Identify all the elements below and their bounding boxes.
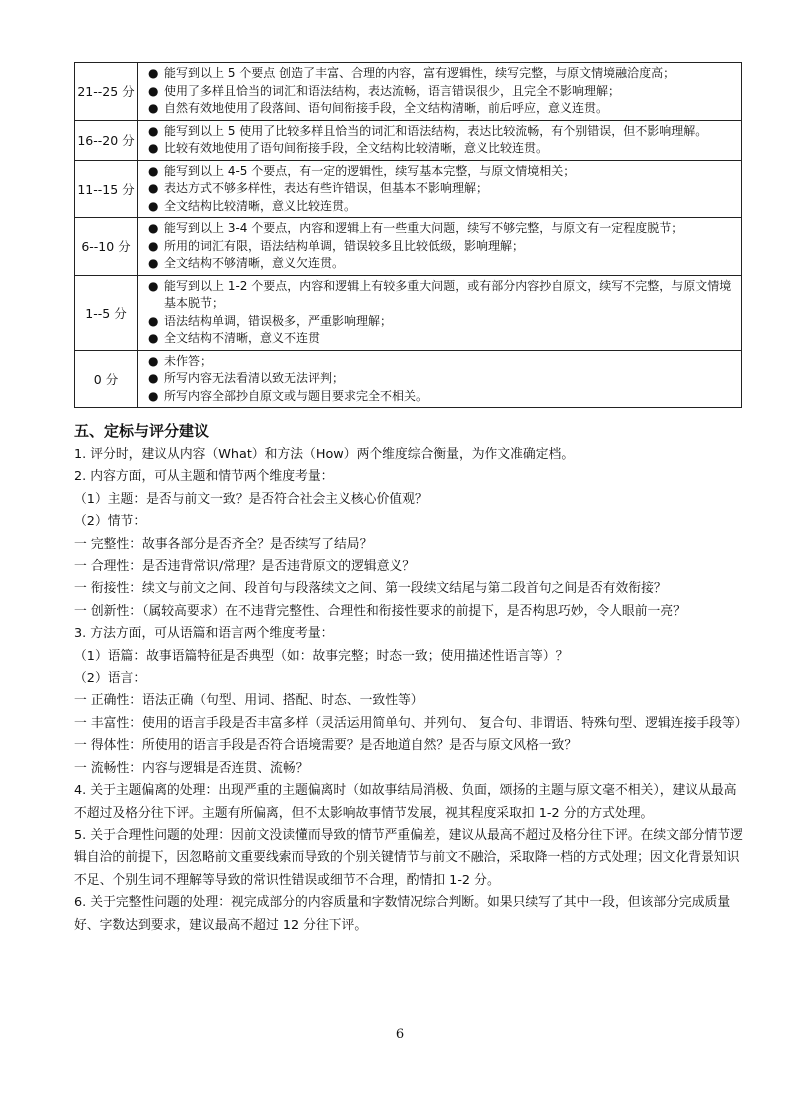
criterion-text: 能写到以上 1-2 个要点，内容和逻辑上有较多重大问题，或有部分内容抄自原文，续写不完整，与原文情境基本脱节； xyxy=(164,278,732,310)
bullet-icon: ● xyxy=(148,278,159,293)
bullet-icon: ● xyxy=(148,221,159,235)
section-line: 2. 内容方面，可从主题和情节两个维度考量： xyxy=(74,469,334,485)
section-line: 3. 方法方面，可从语篇和语言两个维度考量： xyxy=(74,626,334,642)
criterion xyxy=(146,238,736,256)
page-number: 6 xyxy=(395,1027,405,1042)
criterion-text: 所用的词汇有限，语法结构单调，错误较多且比较低级，影响理解； xyxy=(164,238,525,253)
criterion xyxy=(146,255,736,273)
criterion-text: 全文结构不清晰，意义不连贯 xyxy=(164,331,321,345)
criterion xyxy=(146,353,736,371)
criterion-text: 使用了多样且恰当的词汇和语法结构，表达流畅，语言错误很少，且完全不影响理解； xyxy=(164,83,621,98)
criterion xyxy=(146,65,736,83)
bullet-icon: ● xyxy=(148,66,159,80)
rubric-row xyxy=(75,350,742,408)
section-line: 1. 评分时，建议从内容（What）和方法（How）两个维度综合衡量，为作文准确定档。 xyxy=(74,447,575,462)
criterion-text: 比较有效地使用了语句间衔接手段，全文结构比较清晰，意义比较连贯。 xyxy=(164,141,549,155)
bullet-icon: ● xyxy=(148,181,159,195)
score-band: 1--5 分 xyxy=(75,275,138,350)
section-line: （1）语篇：故事语篇特征是否典型（如：故事完整；时态一致；使用描述性语言等）？ xyxy=(74,648,569,664)
criterion xyxy=(146,100,736,118)
bullet-icon: ● xyxy=(148,256,159,270)
band-description xyxy=(138,275,742,350)
section-line: 一 创新性：（属较高要求）在不违背完整性、合理性和衔接性要求的前提下，是否构思巧妙，令人眼前一亮？ xyxy=(74,603,686,619)
criterion-text: 能写到以上 3-4 个要点，内容和逻辑上有一些重大问题，续写不够完整，与原文有一定程度脱节； xyxy=(164,221,684,235)
bullet-icon: ● xyxy=(148,353,159,368)
bullet-icon: ● xyxy=(148,141,159,155)
bullet-icon: ● xyxy=(148,198,159,213)
criterion-text: 表达方式不够多样性，表达有些许错误，但基本不影响理解； xyxy=(164,181,489,195)
bullet-icon: ● xyxy=(148,313,159,328)
criterion-text: 能写到以上 5 使用了比较多样且恰当的词汇和语法结构，表达比较流畅，有个别错误，但不影响理解。 xyxy=(164,123,708,138)
bullet-icon: ● xyxy=(148,238,159,253)
section-line: 一 得体性：所使用的语言手段是否符合语境需要？是否地道自然？是否与原文风格一致？ xyxy=(74,738,578,754)
score-band: 0 分 xyxy=(75,350,138,408)
section-line: 一 正确性：语法正确（句型、用词、搭配、时态、一致性等） xyxy=(74,693,424,709)
criterion-text: 全文结构不够清晰，意义欠连贯。 xyxy=(164,256,345,270)
section-line: 4. 关于主题偏离的处理：出现严重的主题偏离时（如故事结局消极、负面，颂扬的主题与原文毫不相关），建议从最高不超过及格分往下评。主题有所偏离，但不太影响故事情节发展，视其程度采取扣 1-2 分的方式处理。 xyxy=(74,783,737,821)
band-description xyxy=(138,218,742,276)
section-line: 一 完整性：故事各部分是否齐全？是否续写了结局？ xyxy=(74,536,373,552)
section-line: 5. 关于合理性问题的处理：因前文没读懂而导致的情节严重偏差，建议从最高不超过及格分往下评。在续文部分情节逻辑自洽的前提下，因忽略前文重要线索而导致的个别关键情节与前文不融洽，采取降一档的方式处理；因文化背景知识不足、个别生词不理解等导致的常识性错误或细节不合理，酌情扣 1-2 分。 xyxy=(74,827,743,888)
criterion-text: 所写内容无法看清以致无法评判； xyxy=(164,371,345,385)
criterion xyxy=(146,123,736,141)
score-band: 16--20 分 xyxy=(75,120,138,160)
criterion-text: 语法结构单调，错误极多，严重影响理解； xyxy=(164,313,393,328)
criterion-text: 能写到以上 4-5 个要点，有一定的逻辑性，续写基本完整，与原文情境相关； xyxy=(164,163,576,178)
band-description xyxy=(138,160,742,218)
criterion-text: 能写到以上 5 个要点 创造了丰富、合理的内容，富有逻辑性，续写完整，与原文情境融洽度高； xyxy=(164,66,676,80)
band-description xyxy=(138,120,742,160)
criterion xyxy=(146,330,736,348)
criterion xyxy=(146,163,736,181)
criterion-text: 未作答； xyxy=(164,353,213,368)
score-band: 11--15 分 xyxy=(75,160,138,218)
criterion xyxy=(146,83,736,101)
band-description xyxy=(138,63,742,121)
section-line: 一 衔接性：续文与前文之间、段首句与段落续文之间、第一段续文结尾与第二段首句之间是否有效衔接？ xyxy=(74,581,667,597)
section-line: （2）情节： xyxy=(74,514,147,530)
bullet-icon: ● xyxy=(148,371,159,385)
criterion xyxy=(146,220,736,238)
section-line: 6. 关于完整性问题的处理：视完成部分的内容质量和字数情况综合判断。如果只续写了其中一段，但该部分完成质量好、字数达到要求，建议最高不超过 12 分往下评。 xyxy=(74,895,731,933)
section-title: 五、定标与评分建议 xyxy=(74,422,210,440)
bullet-icon: ● xyxy=(148,388,159,403)
criterion xyxy=(146,388,736,406)
section-line: 一 流畅性：内容与逻辑是否连贯、流畅？ xyxy=(74,760,309,776)
rubric-row xyxy=(75,218,742,276)
criterion xyxy=(146,370,736,388)
bullet-icon: ● xyxy=(148,83,159,98)
bullet-icon: ● xyxy=(148,163,159,178)
scoring-suggestions-section xyxy=(74,420,748,937)
section-line: 一 合理性：是否违背常识/常理？是否违背原文的逻辑意义？ xyxy=(74,559,416,575)
scoring-rubric-table xyxy=(74,62,742,408)
criterion-text: 所写内容全部抄自原文或与题目要求完全不相关。 xyxy=(164,388,429,403)
rubric-row xyxy=(75,160,742,218)
rubric-row xyxy=(75,120,742,160)
bullet-icon: ● xyxy=(148,101,159,115)
criterion xyxy=(146,180,736,198)
band-description xyxy=(138,350,742,408)
criterion xyxy=(146,278,736,313)
rubric-row xyxy=(75,63,742,121)
score-band: 6--10 分 xyxy=(75,218,138,276)
criterion-text: 自然有效地使用了段落间、语句间衔接手段，全文结构清晰，前后呼应，意义连贯。 xyxy=(164,101,609,115)
score-band: 21--25 分 xyxy=(75,63,138,121)
criterion-text: 全文结构比较清晰，意义比较连贯。 xyxy=(164,198,357,213)
criterion xyxy=(146,313,736,331)
rubric-row xyxy=(75,275,742,350)
section-line: （1）主题：是否与前文一致？是否符合社会主义核心价值观？ xyxy=(74,491,428,507)
criterion xyxy=(146,198,736,216)
section-line: （2）语言： xyxy=(74,671,147,687)
bullet-icon: ● xyxy=(148,123,159,138)
section-line: 一 丰富性：使用的语言手段是否丰富多样（灵活运用简单句、并列句、 复合句、非谓语、特殊句型、逻辑连接手段等） xyxy=(74,715,748,731)
bullet-icon: ● xyxy=(148,331,159,345)
criterion xyxy=(146,140,736,158)
